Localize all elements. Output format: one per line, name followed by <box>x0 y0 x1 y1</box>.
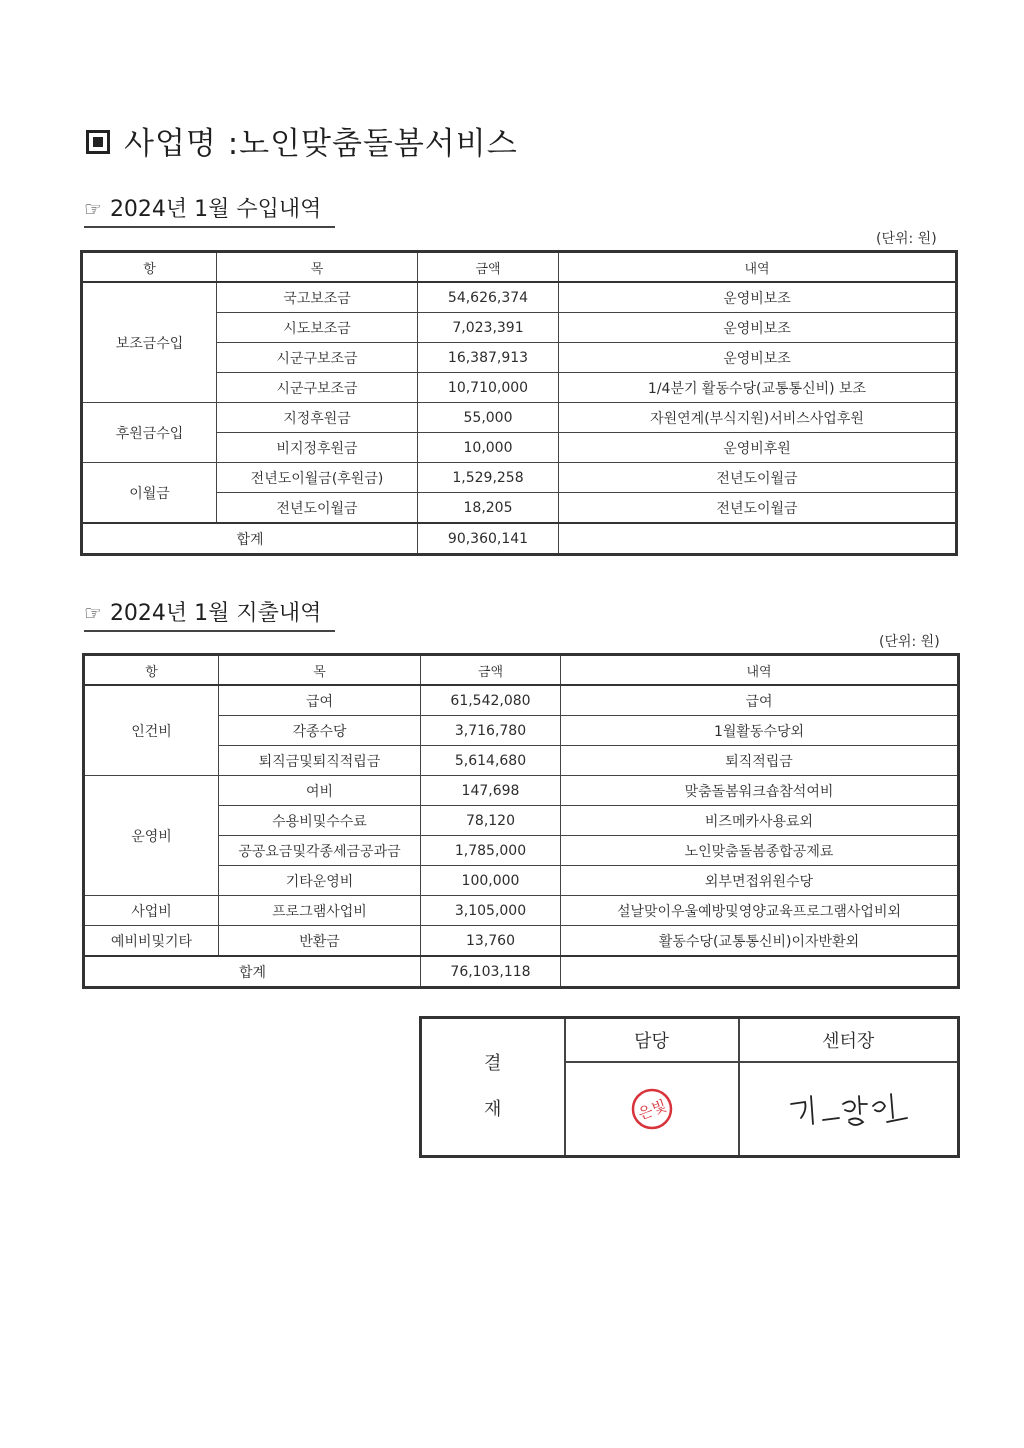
table-header-row <box>84 655 959 686</box>
page-title-text: 사업명 :노인맞춤돌봄서비스 <box>124 126 518 162</box>
detail-cell: 1/4분기 활동수당(교통통신비) 보조 <box>559 373 957 403</box>
amount-cell: 55,000 <box>418 403 559 433</box>
category-cell: 인건비 <box>84 685 219 776</box>
item-cell: 전년도이월금 <box>217 493 418 524</box>
approval-col-manager: 담당 <box>565 1018 739 1062</box>
item-cell: 전년도이월금(후원금) <box>217 463 418 493</box>
amount-cell: 1,785,000 <box>421 836 561 866</box>
table-header-row <box>82 252 957 283</box>
detail-cell: 전년도이월금 <box>559 493 957 524</box>
detail-cell: 급여 <box>561 685 959 716</box>
amount-cell: 10,710,000 <box>418 373 559 403</box>
amount-cell: 5,614,680 <box>421 746 561 776</box>
category-cell: 후원금수입 <box>82 403 217 463</box>
director-sign-cell <box>739 1062 959 1157</box>
category-cell: 예비비및기타 <box>84 926 219 957</box>
approval-label <box>421 1018 565 1157</box>
item-cell: 프로그램사업비 <box>219 896 421 926</box>
header-detail: 내역 <box>561 655 959 686</box>
income-unit: (단위: 원) <box>876 231 937 247</box>
approval-label-bottom: 재 <box>484 1099 502 1120</box>
amount-cell: 18,205 <box>418 493 559 524</box>
detail-cell: 전년도이월금 <box>559 463 957 493</box>
item-cell: 국고보조금 <box>217 282 418 313</box>
table-row <box>82 463 957 493</box>
amount-cell: 3,716,780 <box>421 716 561 746</box>
total-label: 합계 <box>82 523 418 555</box>
header-amount: 금액 <box>421 655 561 686</box>
table-row <box>84 926 959 957</box>
page-title <box>86 118 518 163</box>
approval-box <box>419 1016 960 1158</box>
amount-cell: 3,105,000 <box>421 896 561 926</box>
item-cell: 수용비및수수료 <box>219 806 421 836</box>
expense-heading <box>84 596 335 632</box>
amount-cell: 61,542,080 <box>421 685 561 716</box>
seal-stamp-icon <box>630 1087 674 1131</box>
expense-table <box>82 653 960 989</box>
item-cell: 각종수당 <box>219 716 421 746</box>
header-amount: 금액 <box>418 252 559 283</box>
item-cell: 퇴직금및퇴직적립금 <box>219 746 421 776</box>
amount-cell: 7,023,391 <box>418 313 559 343</box>
table-row <box>84 776 959 806</box>
approval-label-top: 결 <box>484 1053 502 1074</box>
amount-cell: 147,698 <box>421 776 561 806</box>
total-row <box>82 523 957 555</box>
amount-cell: 54,626,374 <box>418 282 559 313</box>
item-cell: 공공요금및각종세금공과금 <box>219 836 421 866</box>
category-cell: 사업비 <box>84 896 219 926</box>
item-cell: 급여 <box>219 685 421 716</box>
item-cell: 지정후원금 <box>217 403 418 433</box>
item-cell: 시군구보조금 <box>217 373 418 403</box>
detail-cell: 운영비보조 <box>559 282 957 313</box>
item-cell: 반환금 <box>219 926 421 957</box>
header-item: 목 <box>217 252 418 283</box>
pointing-hand-icon: ☞ <box>84 601 102 625</box>
total-label: 합계 <box>84 956 421 988</box>
detail-cell: 운영비보조 <box>559 343 957 373</box>
category-cell: 운영비 <box>84 776 219 896</box>
category-cell: 보조금수입 <box>82 282 217 403</box>
detail-cell: 자원연계(부식지원)서비스사업후원 <box>559 403 957 433</box>
approval-col-director: 센터장 <box>739 1018 959 1062</box>
detail-cell: 노인맞춤돌봄종합공제료 <box>561 836 959 866</box>
expense-unit: (단위: 원) <box>879 634 940 650</box>
amount-cell: 10,000 <box>418 433 559 463</box>
table-row <box>82 282 957 313</box>
manager-sign-cell <box>565 1062 739 1157</box>
header-detail: 내역 <box>559 252 957 283</box>
total-amount: 76,103,118 <box>421 956 561 988</box>
detail-cell: 퇴직적립금 <box>561 746 959 776</box>
amount-cell: 78,120 <box>421 806 561 836</box>
detail-cell: 맞춤돌봄워크숍참석여비 <box>561 776 959 806</box>
pointing-hand-icon: ☞ <box>84 197 102 221</box>
signature-image <box>783 1084 913 1134</box>
total-detail-empty <box>561 956 959 988</box>
amount-cell: 1,529,258 <box>418 463 559 493</box>
detail-cell: 운영비보조 <box>559 313 957 343</box>
header-category: 항 <box>82 252 217 283</box>
amount-cell: 16,387,913 <box>418 343 559 373</box>
total-row <box>84 956 959 988</box>
header-category: 항 <box>84 655 219 686</box>
income-heading-text: 2024년 1월 수입내역 <box>109 197 322 222</box>
table-row <box>82 403 957 433</box>
detail-cell: 운영비후원 <box>559 433 957 463</box>
category-cell: 이월금 <box>82 463 217 524</box>
detail-cell: 외부면접위원수당 <box>561 866 959 896</box>
expense-heading-text: 2024년 1월 지출내역 <box>109 601 322 626</box>
item-cell: 비지정후원금 <box>217 433 418 463</box>
table-row <box>84 685 959 716</box>
item-cell: 기타운영비 <box>219 866 421 896</box>
detail-cell: 비즈메카사용료외 <box>561 806 959 836</box>
income-heading <box>84 192 335 228</box>
header-item: 목 <box>219 655 421 686</box>
table-row <box>84 896 959 926</box>
detail-cell: 활동수당(교통통신비)이자반환외 <box>561 926 959 957</box>
item-cell: 시군구보조금 <box>217 343 418 373</box>
square-bullet-icon <box>86 130 110 154</box>
total-amount: 90,360,141 <box>418 523 559 555</box>
amount-cell: 13,760 <box>421 926 561 957</box>
svg-text:은빛: 은빛 <box>635 1096 669 1124</box>
item-cell: 시도보조금 <box>217 313 418 343</box>
total-detail-empty <box>559 523 957 555</box>
detail-cell: 1월활동수당외 <box>561 716 959 746</box>
income-table <box>80 250 958 556</box>
amount-cell: 100,000 <box>421 866 561 896</box>
detail-cell: 설날맞이우울예방및영양교육프로그램사업비외 <box>561 896 959 926</box>
item-cell: 여비 <box>219 776 421 806</box>
